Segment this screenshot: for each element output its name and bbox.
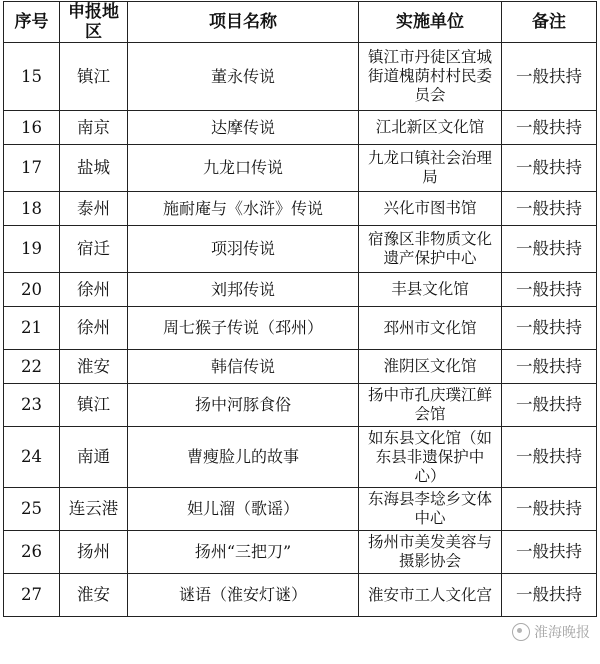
cell-index: 19 (4, 226, 60, 273)
table-row (4, 273, 597, 307)
cell-note: 一般扶持 (502, 384, 597, 427)
cell-note: 一般扶持 (502, 307, 597, 350)
table-row (4, 226, 597, 273)
cell-note: 一般扶持 (502, 531, 597, 574)
cell-unit: 如东县文化馆（如东县非遗保护中心） (359, 427, 502, 488)
header-project: 项目名称 (128, 2, 359, 43)
cell-note: 一般扶持 (502, 273, 597, 307)
cell-region: 南通 (60, 427, 128, 488)
cell-unit: 镇江市丹徒区宜城街道槐荫村村民委员会 (359, 43, 502, 111)
cell-region: 淮安 (60, 574, 128, 617)
cell-region: 扬州 (60, 531, 128, 574)
cell-project: 扬州“三把刀” (128, 531, 359, 574)
cell-project: 施耐庵与《水浒》传说 (128, 192, 359, 226)
cell-note: 一般扶持 (502, 192, 597, 226)
cell-unit: 丰县文化馆 (359, 273, 502, 307)
watermark (512, 622, 590, 642)
cell-region: 徐州 (60, 273, 128, 307)
table-row (4, 43, 597, 111)
project-table (3, 1, 597, 617)
cell-unit: 淮阴区文化馆 (359, 350, 502, 384)
cell-index: 17 (4, 145, 60, 192)
cell-index: 21 (4, 307, 60, 350)
cell-region: 南京 (60, 111, 128, 145)
cell-project: 韩信传说 (128, 350, 359, 384)
cell-index: 15 (4, 43, 60, 111)
cell-project: 扬中河豚食俗 (128, 384, 359, 427)
cell-index: 23 (4, 384, 60, 427)
cell-note: 一般扶持 (502, 226, 597, 273)
cell-project: 曹瘦脸儿的故事 (128, 427, 359, 488)
cell-region: 镇江 (60, 43, 128, 111)
wechat-logo-icon (512, 623, 530, 641)
cell-note: 一般扶持 (502, 43, 597, 111)
cell-unit: 九龙口镇社会治理局 (359, 145, 502, 192)
cell-project: 董永传说 (128, 43, 359, 111)
table-row (4, 531, 597, 574)
cell-unit: 淮安市工人文化宫 (359, 574, 502, 617)
cell-index: 25 (4, 488, 60, 531)
header-index: 序号 (4, 2, 60, 43)
cell-region: 盐城 (60, 145, 128, 192)
cell-note: 一般扶持 (502, 111, 597, 145)
cell-index: 27 (4, 574, 60, 617)
cell-index: 16 (4, 111, 60, 145)
cell-unit: 兴化市图书馆 (359, 192, 502, 226)
cell-index: 24 (4, 427, 60, 488)
cell-index: 18 (4, 192, 60, 226)
table-row (4, 192, 597, 226)
cell-unit: 扬中市孔庆璞江鲜会馆 (359, 384, 502, 427)
cell-index: 26 (4, 531, 60, 574)
header-note: 备注 (502, 2, 597, 43)
table-row (4, 350, 597, 384)
cell-project: 周七猴子传说（邳州） (128, 307, 359, 350)
cell-project: 妲儿溜（歌谣） (128, 488, 359, 531)
cell-note: 一般扶持 (502, 350, 597, 384)
cell-project: 谜语（淮安灯谜） (128, 574, 359, 617)
cell-unit: 宿豫区非物质文化遗产保护中心 (359, 226, 502, 273)
table-row (4, 384, 597, 427)
cell-project: 项羽传说 (128, 226, 359, 273)
watermark-text: 淮海晚报 (534, 625, 590, 641)
cell-region: 连云港 (60, 488, 128, 531)
cell-unit: 扬州市美发美容与摄影协会 (359, 531, 502, 574)
table-row (4, 488, 597, 531)
header-unit: 实施单位 (359, 2, 502, 43)
cell-index: 20 (4, 273, 60, 307)
cell-project: 刘邦传说 (128, 273, 359, 307)
cell-index: 22 (4, 350, 60, 384)
cell-note: 一般扶持 (502, 488, 597, 531)
cell-note: 一般扶持 (502, 574, 597, 617)
table-row (4, 307, 597, 350)
cell-note: 一般扶持 (502, 145, 597, 192)
header-region: 申报地区 (60, 2, 128, 43)
table-row (4, 427, 597, 488)
table-row (4, 111, 597, 145)
cell-unit: 邳州市文化馆 (359, 307, 502, 350)
cell-region: 宿迁 (60, 226, 128, 273)
cell-region: 徐州 (60, 307, 128, 350)
table-row (4, 145, 597, 192)
cell-project: 九龙口传说 (128, 145, 359, 192)
cell-unit: 东海县李埝乡文体中心 (359, 488, 502, 531)
header-row (4, 2, 597, 43)
cell-region: 泰州 (60, 192, 128, 226)
table-row (4, 574, 597, 617)
cell-note: 一般扶持 (502, 427, 597, 488)
cell-project: 达摩传说 (128, 111, 359, 145)
cell-region: 镇江 (60, 384, 128, 427)
cell-region: 淮安 (60, 350, 128, 384)
cell-unit: 江北新区文化馆 (359, 111, 502, 145)
